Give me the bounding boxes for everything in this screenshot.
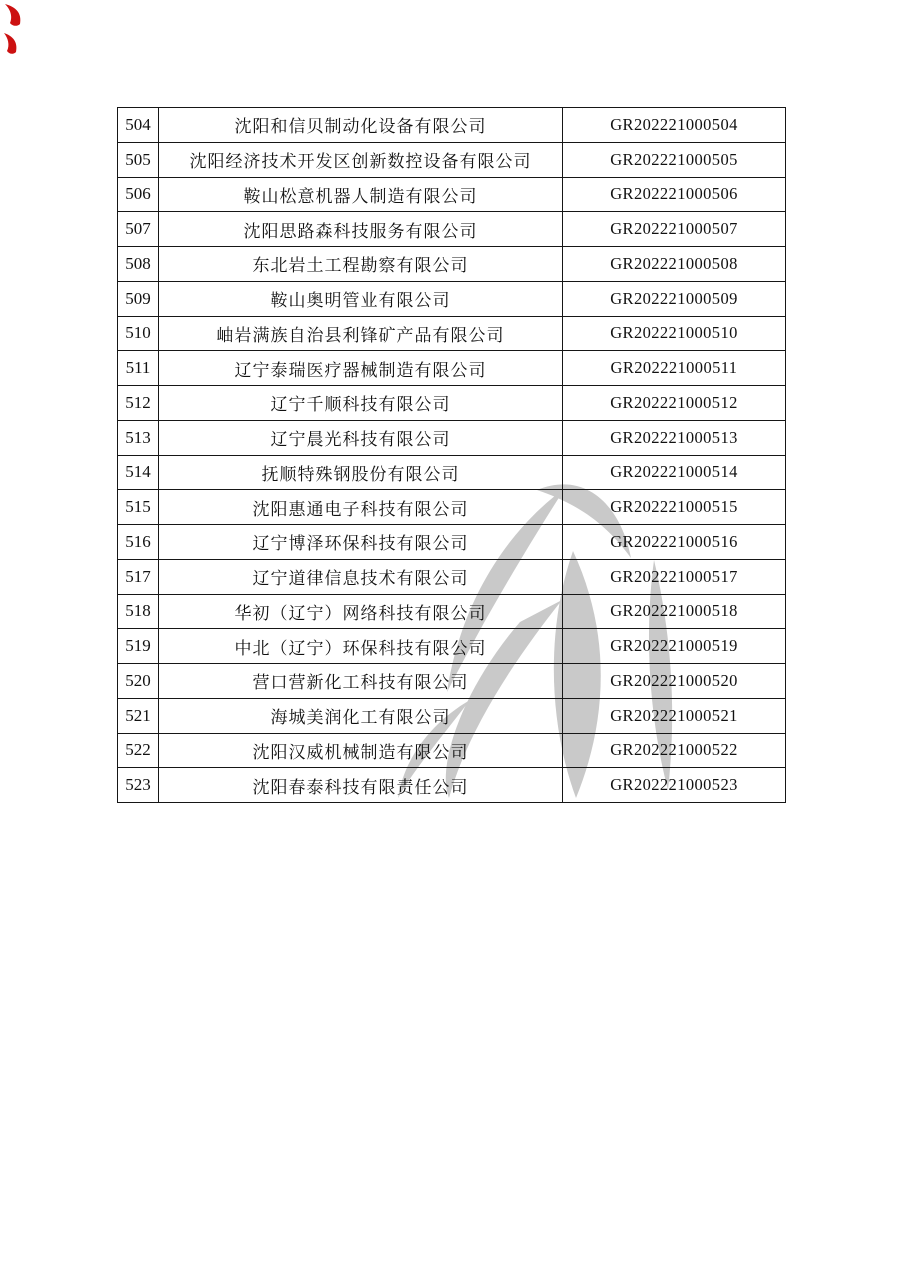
red-corner-marks-icon bbox=[0, 0, 40, 70]
company-name-cell: 华初（辽宁）网络科技有限公司 bbox=[159, 594, 563, 629]
certificate-number-cell: GR202221000514 bbox=[563, 455, 786, 490]
table-row bbox=[118, 768, 786, 803]
table-body bbox=[118, 108, 786, 803]
company-name-cell: 沈阳春泰科技有限责任公司 bbox=[159, 768, 563, 803]
table-row bbox=[118, 212, 786, 247]
table-row bbox=[118, 559, 786, 594]
certificate-number-cell: GR202221000520 bbox=[563, 664, 786, 699]
row-number-cell: 513 bbox=[118, 420, 159, 455]
row-number-cell: 514 bbox=[118, 455, 159, 490]
company-name-cell: 辽宁道律信息技术有限公司 bbox=[159, 559, 563, 594]
company-name-cell: 沈阳惠通电子科技有限公司 bbox=[159, 490, 563, 525]
row-number-cell: 517 bbox=[118, 559, 159, 594]
company-name-cell: 辽宁博泽环保科技有限公司 bbox=[159, 525, 563, 560]
table-row bbox=[118, 594, 786, 629]
certificate-number-cell: GR202221000517 bbox=[563, 559, 786, 594]
certificate-number-cell: GR202221000511 bbox=[563, 351, 786, 386]
row-number-cell: 523 bbox=[118, 768, 159, 803]
table-row bbox=[118, 316, 786, 351]
certificate-number-cell: GR202221000508 bbox=[563, 247, 786, 282]
company-name-cell: 营口营新化工科技有限公司 bbox=[159, 664, 563, 699]
company-name-cell: 鞍山松意机器人制造有限公司 bbox=[159, 177, 563, 212]
row-number-cell: 519 bbox=[118, 629, 159, 664]
certificate-number-cell: GR202221000509 bbox=[563, 281, 786, 316]
certificate-number-cell: GR202221000504 bbox=[563, 108, 786, 143]
certificate-number-cell: GR202221000516 bbox=[563, 525, 786, 560]
table-row bbox=[118, 455, 786, 490]
company-name-cell: 中北（辽宁）环保科技有限公司 bbox=[159, 629, 563, 664]
row-number-cell: 511 bbox=[118, 351, 159, 386]
certificate-number-cell: GR202221000522 bbox=[563, 733, 786, 768]
row-number-cell: 510 bbox=[118, 316, 159, 351]
certificate-number-cell: GR202221000507 bbox=[563, 212, 786, 247]
company-name-cell: 沈阳思路森科技服务有限公司 bbox=[159, 212, 563, 247]
table-row bbox=[118, 142, 786, 177]
company-name-cell: 海城美润化工有限公司 bbox=[159, 698, 563, 733]
table-row bbox=[118, 629, 786, 664]
table-row bbox=[118, 490, 786, 525]
company-name-cell: 辽宁晨光科技有限公司 bbox=[159, 420, 563, 455]
company-name-cell: 辽宁泰瑞医疗器械制造有限公司 bbox=[159, 351, 563, 386]
row-number-cell: 504 bbox=[118, 108, 159, 143]
table-row bbox=[118, 733, 786, 768]
certificate-table bbox=[117, 107, 786, 803]
certificate-number-cell: GR202221000510 bbox=[563, 316, 786, 351]
company-name-cell: 沈阳汉威机械制造有限公司 bbox=[159, 733, 563, 768]
certificate-number-cell: GR202221000505 bbox=[563, 142, 786, 177]
certificate-number-cell: GR202221000512 bbox=[563, 386, 786, 421]
company-name-cell: 辽宁千顺科技有限公司 bbox=[159, 386, 563, 421]
table-row bbox=[118, 525, 786, 560]
row-number-cell: 518 bbox=[118, 594, 159, 629]
row-number-cell: 507 bbox=[118, 212, 159, 247]
certificate-number-cell: GR202221000518 bbox=[563, 594, 786, 629]
company-name-cell: 东北岩土工程勘察有限公司 bbox=[159, 247, 563, 282]
row-number-cell: 505 bbox=[118, 142, 159, 177]
company-name-cell: 岫岩满族自治县利锋矿产品有限公司 bbox=[159, 316, 563, 351]
row-number-cell: 506 bbox=[118, 177, 159, 212]
row-number-cell: 520 bbox=[118, 664, 159, 699]
certificate-number-cell: GR202221000506 bbox=[563, 177, 786, 212]
certificate-number-cell: GR202221000515 bbox=[563, 490, 786, 525]
row-number-cell: 521 bbox=[118, 698, 159, 733]
table-row bbox=[118, 386, 786, 421]
certificate-number-cell: GR202221000519 bbox=[563, 629, 786, 664]
certificate-number-cell: GR202221000523 bbox=[563, 768, 786, 803]
table-row bbox=[118, 247, 786, 282]
table-row bbox=[118, 108, 786, 143]
row-number-cell: 512 bbox=[118, 386, 159, 421]
row-number-cell: 508 bbox=[118, 247, 159, 282]
certificate-number-cell: GR202221000521 bbox=[563, 698, 786, 733]
table-row bbox=[118, 351, 786, 386]
company-name-cell: 鞍山奥明管业有限公司 bbox=[159, 281, 563, 316]
row-number-cell: 516 bbox=[118, 525, 159, 560]
company-name-cell: 抚顺特殊钢股份有限公司 bbox=[159, 455, 563, 490]
certificate-number-cell: GR202221000513 bbox=[563, 420, 786, 455]
table-row bbox=[118, 664, 786, 699]
table-row bbox=[118, 698, 786, 733]
row-number-cell: 509 bbox=[118, 281, 159, 316]
company-name-cell: 沈阳和信贝制动化设备有限公司 bbox=[159, 108, 563, 143]
table-row bbox=[118, 281, 786, 316]
table-row bbox=[118, 420, 786, 455]
row-number-cell: 515 bbox=[118, 490, 159, 525]
table-row bbox=[118, 177, 786, 212]
row-number-cell: 522 bbox=[118, 733, 159, 768]
company-name-cell: 沈阳经济技术开发区创新数控设备有限公司 bbox=[159, 142, 563, 177]
